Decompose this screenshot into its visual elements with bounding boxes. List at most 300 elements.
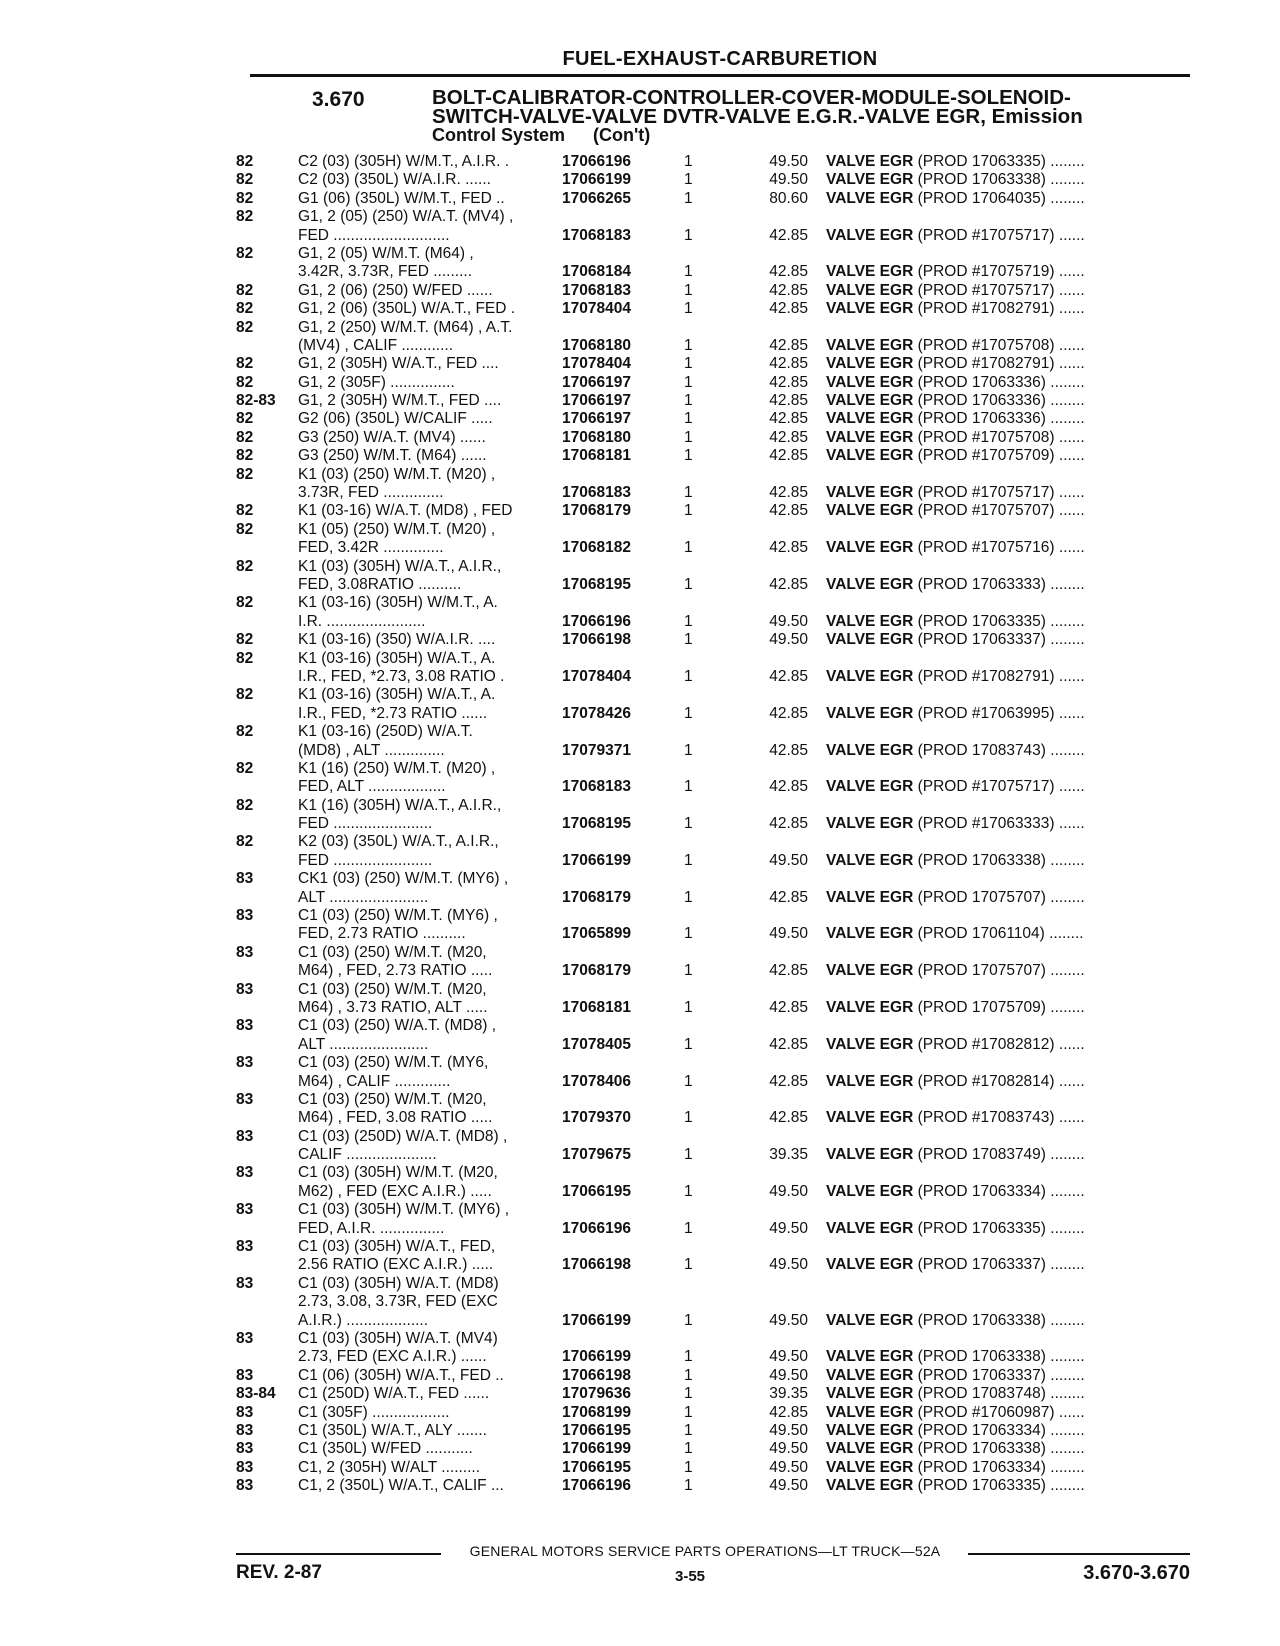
cell-part-name-detail: (PROD 17063338) ........	[913, 1311, 1085, 1329]
cell-part-name-detail: (PROD #17075717) ......	[913, 778, 1085, 796]
cell-part-number: 17068195	[562, 815, 631, 833]
cell-description: C1 (03) (305H) W/A.T. (MD8)	[298, 1274, 499, 1292]
cell-part-name-bold: VALVE EGR	[826, 300, 914, 318]
cell-quantity: 1	[684, 428, 693, 446]
table-row	[236, 1256, 1196, 1274]
cell-part-name-bold: VALVE EGR	[826, 1109, 914, 1127]
cell-description: FED, 2.73 RATIO ..........	[298, 925, 466, 943]
cell-part-number: 17079371	[562, 741, 631, 759]
cell-part-name	[826, 429, 1196, 447]
table-row	[236, 208, 1196, 226]
cell-year: 82	[236, 759, 254, 777]
cell-price: 49.50	[769, 612, 808, 630]
cell-description: C1, 2 (350L) W/A.T., CALIF ...	[298, 1477, 504, 1495]
table-row	[236, 1146, 1196, 1164]
cell-part-name-detail: (PROD #17075707) ......	[913, 502, 1085, 520]
cell-year: 82	[236, 355, 254, 373]
cell-year: 83	[236, 980, 254, 998]
cell-year: 83	[236, 1366, 254, 1384]
section-title-line-3-text: Control System	[432, 125, 566, 145]
cell-part-number: 17078404	[562, 355, 631, 373]
cell-part-number: 17066195	[562, 1458, 631, 1476]
cell-description: C1 (350L) W/FED ...........	[298, 1440, 473, 1458]
cell-quantity: 1	[684, 1458, 693, 1476]
cell-part-name-detail: (PROD 17063334) ........	[913, 1421, 1085, 1439]
cell-part-number: 17078426	[562, 704, 631, 722]
cell-part-number: 17068180	[562, 336, 631, 354]
cell-description: G1 (06) (350L) W/M.T., FED ..	[298, 189, 505, 207]
cell-quantity: 1	[684, 704, 693, 722]
cell-description: 3.73R, FED ..............	[298, 484, 444, 502]
section-number: 3.670	[312, 88, 365, 111]
cell-price: 49.50	[769, 1458, 808, 1476]
cell-part-number: 17066196	[562, 1477, 631, 1495]
cell-quantity: 1	[684, 1256, 693, 1274]
cell-quantity: 1	[684, 392, 693, 410]
cell-part-name-detail: (PROD #17075708) ......	[913, 428, 1085, 446]
cell-description: CK1 (03) (250) W/M.T. (MY6) ,	[298, 870, 509, 888]
cell-price: 42.85	[769, 226, 808, 244]
cell-year: 83	[236, 1090, 254, 1108]
cell-description: K1 (03-16) (305H) W/M.T., A.	[298, 594, 498, 612]
cell-part-number: 17068181	[562, 998, 631, 1016]
cell-part-number: 17068180	[562, 428, 631, 446]
cell-part-number: 17068182	[562, 539, 631, 557]
cell-part-number: 17068183	[562, 281, 631, 299]
cell-description: K2 (03) (350L) W/A.T., A.I.R.,	[298, 833, 499, 851]
cell-part-name	[826, 999, 1196, 1017]
cell-quantity: 1	[684, 851, 693, 869]
cell-part-name	[826, 374, 1196, 392]
cell-description: I.R., FED, *2.73, 3.08 RATIO .	[298, 667, 505, 685]
cell-description: C1 (03) (250) W/M.T. (M20,	[298, 1090, 487, 1108]
cell-part-name-bold: VALVE EGR	[826, 189, 914, 207]
cell-description: G1, 2 (250) W/M.T. (M64) , A.T.	[298, 318, 513, 336]
cell-part-name-bold: VALVE EGR	[826, 539, 914, 557]
cell-part-name-detail: (PROD #17083743) ......	[913, 1109, 1085, 1127]
cell-description: ALT .......................	[298, 1035, 429, 1053]
table-row	[236, 925, 1196, 943]
table-row	[236, 410, 1196, 428]
cell-part-name-detail: (PROD 17063333) ........	[913, 575, 1085, 593]
cell-description: K1 (03-16) (250D) W/A.T.	[298, 723, 473, 741]
cell-description: (MD8) , ALT ..............	[298, 741, 445, 759]
table-row	[236, 1293, 1196, 1311]
cell-part-name-detail: (PROD #17082791) ......	[913, 300, 1085, 318]
cell-quantity: 1	[684, 815, 693, 833]
cell-part-name-bold: VALVE EGR	[826, 575, 914, 593]
table-row	[236, 944, 1196, 962]
footer-revision: REV. 2-87	[236, 1562, 322, 1583]
cell-quantity: 1	[684, 1421, 693, 1439]
footer-rule-left	[236, 1553, 441, 1555]
cell-part-name-detail: (PROD #17075719) ......	[913, 263, 1085, 281]
cell-description: C1 (03) (250) W/M.T. (MY6,	[298, 1054, 489, 1072]
table-row	[236, 1091, 1196, 1109]
cell-description: C1 (03) (250) W/M.T. (MY6) ,	[298, 907, 498, 925]
cell-part-name	[826, 190, 1196, 208]
cell-part-number: 17066199	[562, 1348, 631, 1366]
table-row	[236, 631, 1196, 649]
cell-price: 42.85	[769, 741, 808, 759]
cell-price: 49.50	[769, 851, 808, 869]
cell-quantity: 1	[684, 410, 693, 428]
section-title-continued: (Con't)	[593, 125, 651, 145]
cell-part-name	[826, 613, 1196, 631]
cell-part-name-bold: VALVE EGR	[826, 392, 914, 410]
table-row	[236, 1404, 1196, 1422]
cell-part-name-bold: VALVE EGR	[826, 355, 914, 373]
cell-part-name-detail: (PROD #17082812) ......	[913, 1035, 1085, 1053]
cell-quantity: 1	[684, 189, 693, 207]
table-row	[236, 833, 1196, 851]
cell-part-name	[826, 1440, 1196, 1458]
cell-description: G1, 2 (05) W/M.T. (M64) ,	[298, 244, 474, 262]
cell-quantity: 1	[684, 355, 693, 373]
cell-quantity: 1	[684, 1477, 693, 1495]
cell-price: 42.85	[769, 392, 808, 410]
table-row	[236, 558, 1196, 576]
cell-year: 82	[236, 428, 254, 446]
table-row	[236, 1201, 1196, 1219]
cell-part-name	[826, 631, 1196, 649]
cell-part-name	[826, 1348, 1196, 1366]
cell-part-name-detail: (PROD #17082791) ......	[913, 667, 1085, 685]
table-row	[236, 1275, 1196, 1293]
cell-year: 82	[236, 686, 254, 704]
cell-part-name-detail: (PROD 17064035) ........	[913, 189, 1085, 207]
cell-year: 82	[236, 410, 254, 428]
cell-part-name	[826, 1256, 1196, 1274]
cell-part-name-detail: (PROD #17075717) ......	[913, 226, 1085, 244]
cell-part-name-bold: VALVE EGR	[826, 815, 914, 833]
cell-year: 83	[236, 1017, 254, 1035]
cell-part-name	[826, 1477, 1196, 1495]
cell-part-name-detail: (PROD 17075707) ........	[913, 962, 1085, 980]
cell-description: C1 (06) (305H) W/A.T., FED ..	[298, 1366, 504, 1384]
table-row	[236, 760, 1196, 778]
cell-description: K1 (03-16) (305H) W/A.T., A.	[298, 686, 496, 704]
cell-price: 49.50	[769, 1256, 808, 1274]
cell-part-name	[826, 1183, 1196, 1201]
table-row	[236, 1312, 1196, 1330]
table-row	[236, 1220, 1196, 1238]
cell-part-name	[826, 778, 1196, 796]
cell-part-number: 17066195	[562, 1421, 631, 1439]
cell-part-name	[826, 925, 1196, 943]
cell-part-name-detail: (PROD 17083743) ........	[913, 741, 1085, 759]
cell-part-name-bold: VALVE EGR	[826, 998, 914, 1016]
table-row	[236, 153, 1196, 171]
cell-part-name	[826, 410, 1196, 428]
cell-part-number: 17068179	[562, 502, 631, 520]
cell-part-name-detail: (PROD 17063338) ........	[913, 851, 1085, 869]
cell-price: 49.50	[769, 1219, 808, 1237]
cell-description: C1 (03) (305H) W/M.T. (MY6) ,	[298, 1201, 509, 1219]
cell-part-name-bold: VALVE EGR	[826, 281, 914, 299]
cell-price: 42.85	[769, 428, 808, 446]
cell-price: 49.50	[769, 1311, 808, 1329]
section-title-line-2: SWITCH-VALVE-VALVE DVTR-VALVE E.G.R.-VALVE EGR, Emission	[432, 105, 1083, 128]
cell-price: 49.50	[769, 171, 808, 189]
cell-part-name-detail: (PROD 17063336) ........	[913, 392, 1085, 410]
cell-part-name-bold: VALVE EGR	[826, 484, 914, 502]
table-row	[236, 962, 1196, 980]
cell-year: 82	[236, 520, 254, 538]
cell-year: 82	[236, 208, 254, 226]
cell-price: 42.85	[769, 410, 808, 428]
cell-price: 49.50	[769, 1348, 808, 1366]
cell-part-name	[826, 1367, 1196, 1385]
cell-quantity: 1	[684, 336, 693, 354]
table-row	[236, 1128, 1196, 1146]
cell-description: I.R. .......................	[298, 612, 426, 630]
cell-description: FED, 3.42R ..............	[298, 539, 444, 557]
cell-price: 49.50	[769, 631, 808, 649]
cell-part-name-bold: VALVE EGR	[826, 226, 914, 244]
cell-description: K1 (03) (250) W/M.T. (M20) ,	[298, 465, 496, 483]
cell-year: 83	[236, 943, 254, 961]
cell-price: 42.85	[769, 1035, 808, 1053]
cell-part-name-bold: VALVE EGR	[826, 263, 914, 281]
cell-part-name-bold: VALVE EGR	[826, 447, 914, 465]
cell-quantity: 1	[684, 667, 693, 685]
cell-part-number: 17066196	[562, 612, 631, 630]
cell-part-name-detail: (PROD #17075708) ......	[913, 336, 1085, 354]
cell-part-name	[826, 742, 1196, 760]
cell-year: 82	[236, 153, 254, 170]
cell-part-name-bold: VALVE EGR	[826, 612, 914, 630]
cell-part-number: 17078406	[562, 1072, 631, 1090]
cell-part-name-bold: VALVE EGR	[826, 1477, 914, 1495]
cell-part-name-bold: VALVE EGR	[826, 1035, 914, 1053]
table-row	[236, 723, 1196, 741]
cell-part-name-bold: VALVE EGR	[826, 1146, 914, 1164]
cell-part-name-bold: VALVE EGR	[826, 925, 914, 943]
table-row	[236, 227, 1196, 245]
table-row	[236, 594, 1196, 612]
cell-price: 42.85	[769, 373, 808, 391]
cell-part-name-bold: VALVE EGR	[826, 1440, 914, 1458]
cell-year: 82	[236, 502, 254, 520]
cell-part-name-detail: (PROD #17075717) ......	[913, 484, 1085, 502]
cell-description: M64) , FED, 3.08 RATIO .....	[298, 1109, 493, 1127]
table-row	[236, 1422, 1196, 1440]
cell-part-number: 17068195	[562, 575, 631, 593]
cell-part-number: 17078405	[562, 1035, 631, 1053]
cell-part-name-bold: VALVE EGR	[826, 1385, 914, 1403]
cell-part-name-bold: VALVE EGR	[826, 631, 914, 649]
table-row	[236, 447, 1196, 465]
table-row	[236, 1238, 1196, 1256]
cell-description: FED ...........................	[298, 226, 450, 244]
table-row	[236, 466, 1196, 484]
cell-part-name-detail: (PROD #17063333) ......	[913, 815, 1085, 833]
cell-description: C1 (03) (305H) W/A.T. (MV4)	[298, 1330, 498, 1347]
cell-part-name	[826, 1422, 1196, 1440]
cell-part-number: 17066197	[562, 373, 631, 391]
cell-part-name	[826, 668, 1196, 686]
table-row	[236, 1459, 1196, 1477]
cell-description: (MV4) , CALIF ............	[298, 336, 454, 354]
cell-price: 42.85	[769, 1109, 808, 1127]
cell-quantity: 1	[684, 1146, 693, 1164]
cell-description: FED, 3.08RATIO ..........	[298, 575, 462, 593]
cell-part-number: 17066196	[562, 153, 631, 170]
cell-quantity: 1	[684, 300, 693, 318]
cell-description: A.I.R.) ...................	[298, 1311, 429, 1329]
cell-price: 49.50	[769, 1440, 808, 1458]
cell-part-number: 17079370	[562, 1109, 631, 1127]
cell-description: K1 (03-16) (350) W/A.I.R. ....	[298, 631, 496, 649]
cell-part-name-bold: VALVE EGR	[826, 888, 914, 906]
cell-part-name-detail: (PROD 17063335) ........	[913, 612, 1085, 630]
table-row	[236, 392, 1196, 410]
cell-quantity: 1	[684, 612, 693, 630]
cell-price: 42.85	[769, 502, 808, 520]
table-row	[236, 1477, 1196, 1495]
cell-part-number: 17078404	[562, 300, 631, 318]
cell-part-name-bold: VALVE EGR	[826, 1421, 914, 1439]
cell-year: 82-83	[236, 392, 276, 410]
cell-year: 83	[236, 1458, 254, 1476]
cell-year: 82	[236, 594, 254, 612]
cell-price: 42.85	[769, 667, 808, 685]
cell-part-number: 17068179	[562, 962, 631, 980]
cell-part-name-detail: (PROD 17063335) ........	[913, 1219, 1085, 1237]
cell-quantity: 1	[684, 998, 693, 1016]
cell-part-name-detail: (PROD 17063338) ........	[913, 1348, 1085, 1366]
cell-quantity: 1	[684, 1182, 693, 1200]
cell-year: 83	[236, 870, 254, 888]
cell-part-name-detail: (PROD #17082791) ......	[913, 355, 1085, 373]
cell-year: 82	[236, 557, 254, 575]
cell-part-name-detail: (PROD #17060987) ......	[913, 1403, 1085, 1421]
cell-part-name-bold: VALVE EGR	[826, 704, 914, 722]
cell-description: G2 (06) (350L) W/CALIF .....	[298, 410, 493, 428]
cell-quantity: 1	[684, 1403, 693, 1421]
cell-description: K1 (16) (305H) W/A.T., A.I.R.,	[298, 796, 502, 814]
cell-part-number: 17066197	[562, 410, 631, 428]
cell-price: 42.85	[769, 539, 808, 557]
cell-year: 83	[236, 1201, 254, 1219]
cell-part-name-detail: (PROD 17063337) ........	[913, 1256, 1085, 1274]
cell-part-name-bold: VALVE EGR	[826, 1348, 914, 1366]
cell-description: C2 (03) (350L) W/A.I.R. ......	[298, 171, 491, 189]
cell-description: G3 (250) W/A.T. (MV4) ......	[298, 428, 486, 446]
cell-part-name-bold: VALVE EGR	[826, 1403, 914, 1421]
cell-quantity: 1	[684, 1440, 693, 1458]
cell-description: G1, 2 (06) (350L) W/A.T., FED .	[298, 300, 516, 318]
table-row	[236, 1183, 1196, 1201]
table-row	[236, 190, 1196, 208]
table-row	[236, 1348, 1196, 1366]
cell-price: 42.85	[769, 1072, 808, 1090]
cell-description: 2.56 RATIO (EXC A.I.R.) .....	[298, 1256, 494, 1274]
header-rule	[250, 74, 1190, 77]
cell-quantity: 1	[684, 1348, 693, 1366]
cell-part-name	[826, 1146, 1196, 1164]
cell-part-name	[826, 337, 1196, 355]
cell-description: C1 (03) (250) W/M.T. (M20,	[298, 943, 487, 961]
table-row	[236, 889, 1196, 907]
cell-description: FED, ALT ..................	[298, 778, 446, 796]
cell-description: K1 (16) (250) W/M.T. (M20) ,	[298, 759, 496, 777]
cell-part-name-detail: (PROD 17063335) ........	[913, 1477, 1085, 1495]
cell-part-name-bold: VALVE EGR	[826, 1072, 914, 1090]
cell-quantity: 1	[684, 778, 693, 796]
table-row	[236, 742, 1196, 760]
cell-description: K1 (03) (305H) W/A.T., A.I.R.,	[298, 557, 502, 575]
cell-part-name	[826, 171, 1196, 189]
cell-description: G1, 2 (305F) ...............	[298, 373, 455, 391]
cell-part-number: 17066199	[562, 851, 631, 869]
table-row	[236, 1385, 1196, 1403]
table-row	[236, 300, 1196, 318]
cell-part-number: 17078404	[562, 667, 631, 685]
cell-part-number: 17068179	[562, 888, 631, 906]
table-row	[236, 1109, 1196, 1127]
cell-description: FED, A.I.R. ...............	[298, 1219, 445, 1237]
cell-description: C1 (350L) W/A.T., ALY .......	[298, 1421, 487, 1439]
cell-part-name-bold: VALVE EGR	[826, 741, 914, 759]
parts-table	[236, 153, 1196, 1496]
table-row	[236, 355, 1196, 373]
cell-price: 42.85	[769, 263, 808, 281]
cell-part-name	[826, 962, 1196, 980]
cell-part-name-detail: (PROD 17063338) ........	[913, 171, 1085, 189]
cell-year: 83	[236, 1054, 254, 1072]
cell-price: 49.50	[769, 1182, 808, 1200]
cell-part-name	[826, 1404, 1196, 1422]
footer-rule-right	[968, 1553, 1190, 1555]
cell-year: 82	[236, 796, 254, 814]
cell-year: 82	[236, 833, 254, 851]
table-row	[236, 668, 1196, 686]
cell-quantity: 1	[684, 1366, 693, 1384]
cell-part-name	[826, 447, 1196, 465]
cell-part-name-detail: (PROD 17063337) ........	[913, 631, 1085, 649]
cell-quantity: 1	[684, 263, 693, 281]
cell-year: 82	[236, 465, 254, 483]
table-row	[236, 815, 1196, 833]
cell-quantity: 1	[684, 741, 693, 759]
table-row	[236, 981, 1196, 999]
cell-part-name-bold: VALVE EGR	[826, 1219, 914, 1237]
page-header-title: FUEL-EXHAUST-CARBURETION	[562, 48, 878, 70]
table-row	[236, 337, 1196, 355]
table-row	[236, 245, 1196, 263]
cell-part-name-detail: (PROD #17075716) ......	[913, 539, 1085, 557]
cell-part-name-bold: VALVE EGR	[826, 1311, 914, 1329]
cell-description: M62) , FED (EXC A.I.R.) .....	[298, 1182, 492, 1200]
cell-year: 83-84	[236, 1385, 276, 1403]
cell-part-number: 17066198	[562, 631, 631, 649]
cell-price: 42.85	[769, 998, 808, 1016]
cell-year: 82	[236, 244, 254, 262]
cell-part-name	[826, 227, 1196, 245]
section-title-line-3	[432, 126, 1192, 145]
cell-part-name	[826, 1312, 1196, 1330]
cell-part-number: 17066197	[562, 392, 631, 410]
cell-part-number: 17068184	[562, 263, 631, 281]
cell-description: C1 (250D) W/A.T., FED ......	[298, 1385, 490, 1403]
cell-part-name-bold: VALVE EGR	[826, 502, 914, 520]
cell-part-name	[826, 1036, 1196, 1054]
cell-part-name-detail: (PROD #17075717) ......	[913, 281, 1085, 299]
cell-price: 80.60	[769, 189, 808, 207]
cell-part-name	[826, 705, 1196, 723]
